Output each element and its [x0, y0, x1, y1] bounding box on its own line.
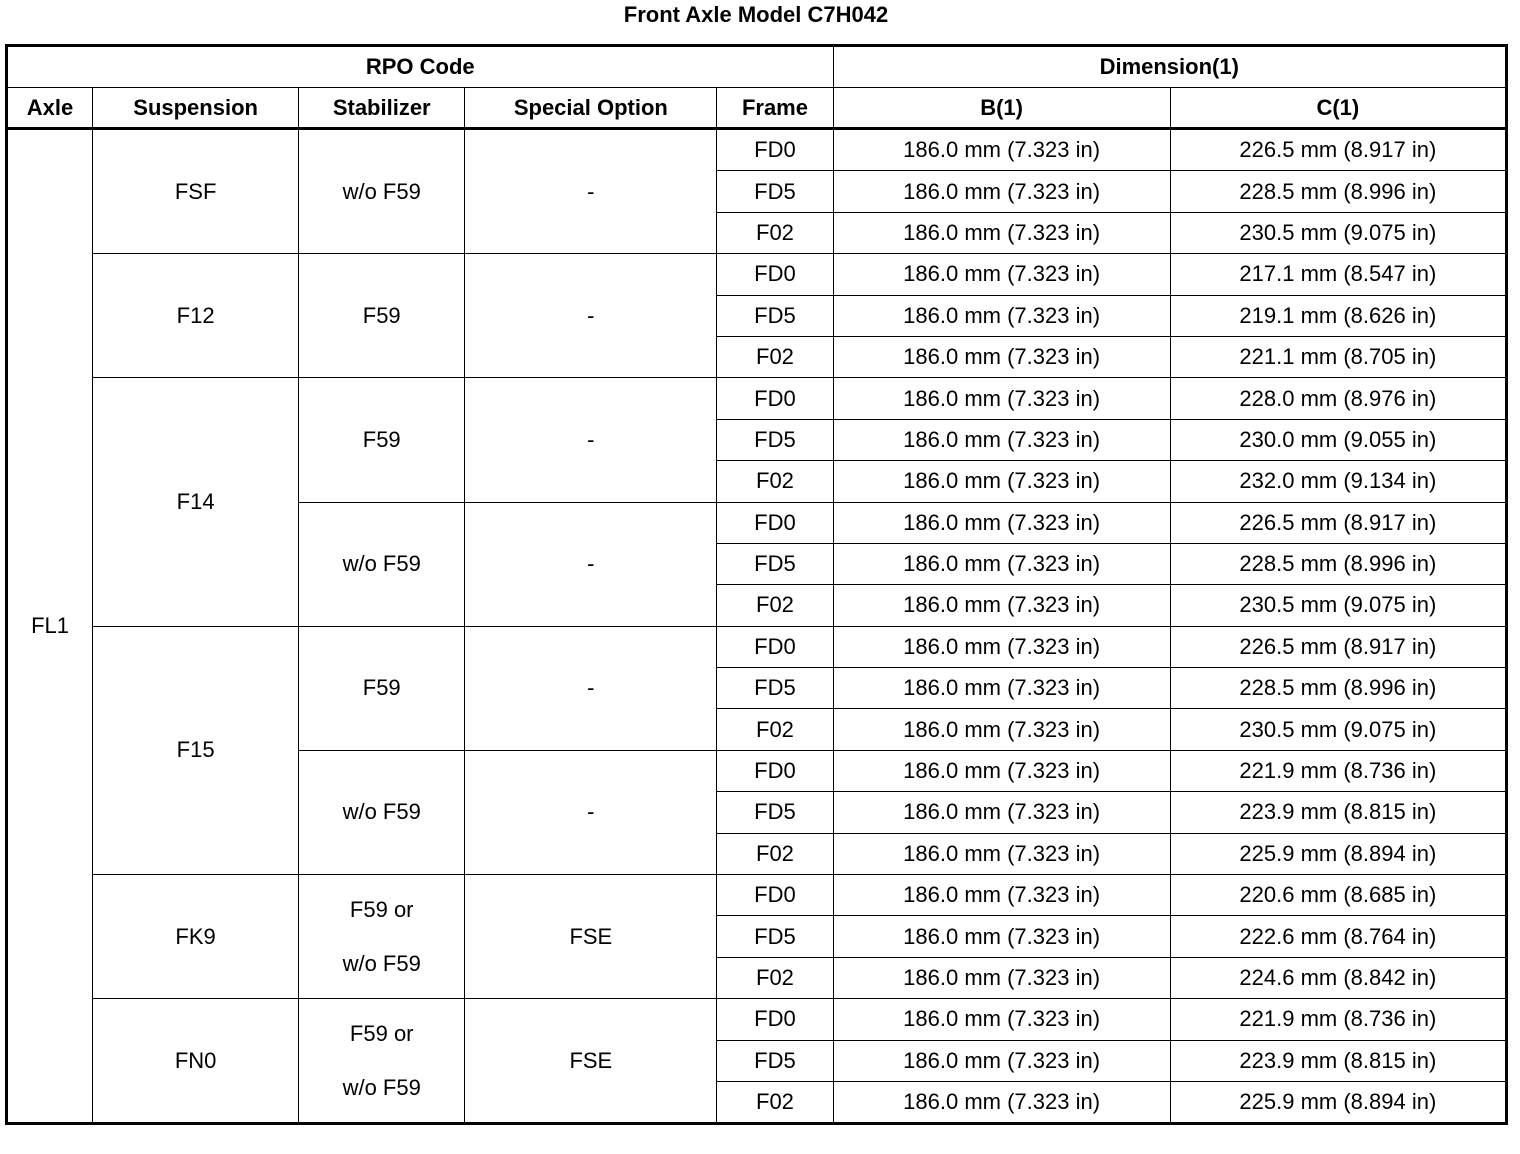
dimension-b-cell: 186.0 mm (7.323 in): [833, 626, 1170, 667]
stabilizer-cell: w/o F59: [299, 750, 465, 874]
table-row: [7, 254, 1507, 295]
stabilizer-cell: w/o F59: [299, 129, 465, 254]
frame-cell: FD0: [717, 502, 833, 543]
suspension-cell: FSF: [93, 129, 299, 254]
frame-header: Frame: [717, 88, 833, 129]
dimension-b-cell: 186.0 mm (7.323 in): [833, 957, 1170, 998]
table-row: [7, 626, 1507, 667]
dimension-c-cell: 223.9 mm (8.815 in): [1170, 1040, 1506, 1081]
special-option-cell: -: [465, 626, 717, 750]
frame-cell: F02: [717, 212, 833, 253]
dimension-c-cell: 217.1 mm (8.547 in): [1170, 254, 1506, 295]
dimension-c-cell: 232.0 mm (9.134 in): [1170, 461, 1506, 502]
dimension-b-cell: 186.0 mm (7.323 in): [833, 999, 1170, 1040]
frame-cell: FD5: [717, 171, 833, 212]
dimension-header: Dimension(1): [833, 46, 1507, 88]
dimension-c-cell: 226.5 mm (8.917 in): [1170, 502, 1506, 543]
table-row: [7, 875, 1507, 916]
dimension-b-cell: 186.0 mm (7.323 in): [833, 585, 1170, 626]
frame-cell: FD0: [717, 626, 833, 667]
dimension-c-cell: 230.5 mm (9.075 in): [1170, 585, 1506, 626]
dimension-c-cell: 221.1 mm (8.705 in): [1170, 336, 1506, 377]
dimension-c-cell: 228.0 mm (8.976 in): [1170, 378, 1506, 419]
frame-cell: FD0: [717, 875, 833, 916]
frame-cell: FD0: [717, 254, 833, 295]
dimension-c-cell: 225.9 mm (8.894 in): [1170, 833, 1506, 874]
dimension-c-header: C(1): [1170, 88, 1506, 129]
dimension-b-cell: 186.0 mm (7.323 in): [833, 378, 1170, 419]
dimension-c-cell: 224.6 mm (8.842 in): [1170, 957, 1506, 998]
dimension-b-cell: 186.0 mm (7.323 in): [833, 916, 1170, 957]
frame-cell: FD0: [717, 750, 833, 791]
suspension-cell: F14: [93, 378, 299, 626]
dimension-b-cell: 186.0 mm (7.323 in): [833, 1040, 1170, 1081]
special-option-cell: -: [465, 129, 717, 254]
stabilizer-cell: [299, 875, 465, 999]
dimension-b-cell: 186.0 mm (7.323 in): [833, 129, 1170, 171]
dimension-c-cell: 221.9 mm (8.736 in): [1170, 999, 1506, 1040]
dimension-c-cell: 230.5 mm (9.075 in): [1170, 212, 1506, 253]
special-option-cell: -: [465, 502, 717, 626]
dimension-b-cell: 186.0 mm (7.323 in): [833, 668, 1170, 709]
table-title: Front Axle Model C7H042: [623, 2, 889, 27]
frame-cell: F02: [717, 957, 833, 998]
frame-cell: FD5: [717, 419, 833, 460]
stabilizer-line: w/o F59: [342, 950, 421, 976]
special-option-header: Special Option: [465, 88, 717, 129]
dimension-b-cell: 186.0 mm (7.323 in): [833, 792, 1170, 833]
frame-cell: FD5: [717, 1040, 833, 1081]
special-option-cell: -: [465, 254, 717, 378]
axle-cell: FL1: [7, 129, 93, 1124]
axle-header: Axle: [7, 88, 93, 129]
dimension-c-cell: 228.5 mm (8.996 in): [1170, 543, 1506, 584]
dimension-c-cell: 222.6 mm (8.764 in): [1170, 916, 1506, 957]
front-axle-spec-table: [5, 44, 1508, 1125]
dimension-c-cell: 226.5 mm (8.917 in): [1170, 626, 1506, 667]
frame-cell: FD5: [717, 295, 833, 336]
suspension-cell: FK9: [93, 875, 299, 999]
dimension-b-header: B(1): [833, 88, 1170, 129]
dimension-b-cell: 186.0 mm (7.323 in): [833, 254, 1170, 295]
frame-cell: FD5: [717, 668, 833, 709]
dimension-c-cell: 230.0 mm (9.055 in): [1170, 419, 1506, 460]
dimension-b-cell: 186.0 mm (7.323 in): [833, 295, 1170, 336]
dimension-c-cell: 225.9 mm (8.894 in): [1170, 1081, 1506, 1123]
dimension-b-cell: 186.0 mm (7.323 in): [833, 171, 1170, 212]
dimension-b-cell: 186.0 mm (7.323 in): [833, 336, 1170, 377]
stabilizer-cell: F59: [299, 378, 465, 502]
dimension-b-cell: 186.0 mm (7.323 in): [833, 1081, 1170, 1123]
dimension-b-cell: 186.0 mm (7.323 in): [833, 461, 1170, 502]
table-row: [7, 378, 1507, 419]
table-row: [7, 999, 1507, 1040]
dimension-b-cell: 186.0 mm (7.323 in): [833, 875, 1170, 916]
stabilizer-cell: F59: [299, 626, 465, 750]
frame-cell: F02: [717, 1081, 833, 1123]
frame-cell: F02: [717, 585, 833, 626]
stabilizer-cell: [299, 999, 465, 1124]
frame-cell: FD0: [717, 129, 833, 171]
stabilizer-line: F59 or: [349, 896, 414, 922]
stabilizer-cell: F59: [299, 254, 465, 378]
stabilizer-header: Stabilizer: [299, 88, 465, 129]
frame-cell: FD5: [717, 792, 833, 833]
stabilizer-line: w/o F59: [342, 1074, 421, 1100]
special-option-cell: FSE: [465, 999, 717, 1124]
stabilizer-line: F59 or: [349, 1020, 414, 1046]
stabilizer-cell: w/o F59: [299, 502, 465, 626]
dimension-b-cell: 186.0 mm (7.323 in): [833, 212, 1170, 253]
frame-cell: FD5: [717, 543, 833, 584]
suspension-cell: FN0: [93, 999, 299, 1124]
dimension-b-cell: 186.0 mm (7.323 in): [833, 543, 1170, 584]
dimension-c-cell: 220.6 mm (8.685 in): [1170, 875, 1506, 916]
table-row: [7, 129, 1507, 171]
suspension-header: Suspension: [93, 88, 299, 129]
dimension-c-cell: 230.5 mm (9.075 in): [1170, 709, 1506, 750]
frame-cell: F02: [717, 709, 833, 750]
suspension-cell: F15: [93, 626, 299, 874]
special-option-cell: -: [465, 378, 717, 502]
dimension-b-cell: 186.0 mm (7.323 in): [833, 502, 1170, 543]
frame-cell: FD0: [717, 999, 833, 1040]
suspension-cell: F12: [93, 254, 299, 378]
frame-cell: F02: [717, 461, 833, 502]
frame-cell: FD5: [717, 916, 833, 957]
special-option-cell: FSE: [465, 875, 717, 999]
frame-cell: F02: [717, 336, 833, 377]
dimension-b-cell: 186.0 mm (7.323 in): [833, 709, 1170, 750]
dimension-b-cell: 186.0 mm (7.323 in): [833, 750, 1170, 791]
frame-cell: FD0: [717, 378, 833, 419]
dimension-b-cell: 186.0 mm (7.323 in): [833, 419, 1170, 460]
rpo-code-header: RPO Code: [7, 46, 834, 88]
dimension-c-cell: 221.9 mm (8.736 in): [1170, 750, 1506, 791]
dimension-b-cell: 186.0 mm (7.323 in): [833, 833, 1170, 874]
special-option-cell: -: [465, 750, 717, 874]
dimension-c-cell: 226.5 mm (8.917 in): [1170, 129, 1506, 171]
dimension-c-cell: 228.5 mm (8.996 in): [1170, 171, 1506, 212]
dimension-c-cell: 228.5 mm (8.996 in): [1170, 668, 1506, 709]
dimension-c-cell: 219.1 mm (8.626 in): [1170, 295, 1506, 336]
dimension-c-cell: 223.9 mm (8.815 in): [1170, 792, 1506, 833]
frame-cell: F02: [717, 833, 833, 874]
